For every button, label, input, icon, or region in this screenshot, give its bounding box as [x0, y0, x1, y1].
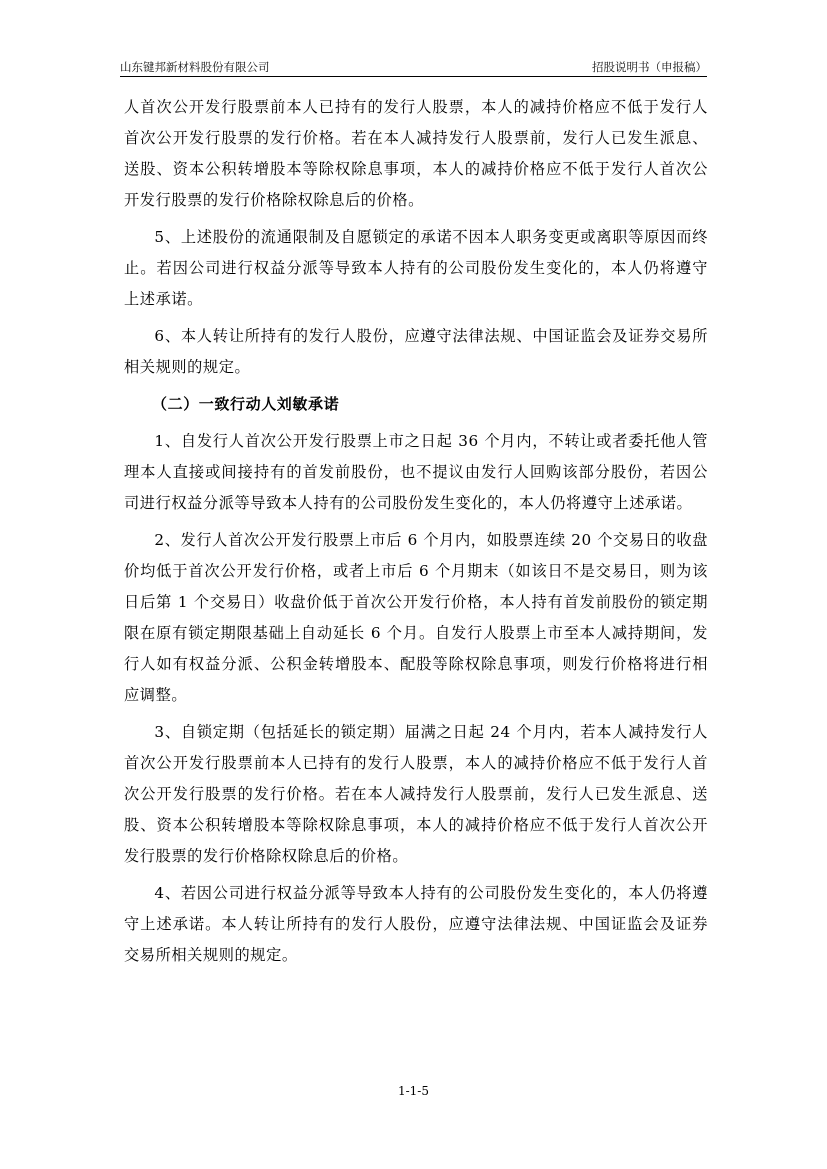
paragraph-item-1: 1、自发行人首次公开发行股票上市之日起 36 个月内，不转让或者委托他人管理本人直接或间接持有的首发前股份，也不提议由发行人回购该部分股份，若因公司进行权益分派等导致本人持有的公司股份发生变化的，本人仍将遵守上述承诺。	[124, 432, 708, 512]
paragraph-item-4: 4、若因公司进行权益分派等导致本人持有的公司股份发生变化的，本人仍将遵守上述承诺。本人转让所持有的发行人股份，应遵守法律法规、中国证监会及证券交易所相关规则的规定。	[124, 884, 708, 964]
section-heading: （二）一致行动人刘敏承诺	[152, 395, 340, 413]
header-divider	[120, 76, 707, 77]
header-document-title: 招股说明书（申报稿）	[592, 60, 707, 74]
paragraph-item-6: 6、本人转让所持有的发行人股份，应遵守法律法规、中国证监会及证券交易所相关规则的规定。	[124, 327, 708, 376]
document-body	[124, 92, 708, 977]
page-header	[120, 58, 707, 76]
paragraph-item-5: 5、上述股份的流通限制及自愿锁定的承诺不因本人职务变更或离职等原因而终止。若因公司进行权益分派等导致本人持有的公司股份发生变化的，本人仍将遵守上述承诺。	[124, 228, 708, 308]
paragraph-item-2: 2、发行人首次公开发行股票上市后 6 个月内，如股票连续 20 个交易日的收盘价均低于首次公开发行价格，或者上市后 6 个月期末（如该日不是交易日，则为该日后第 1 个交易日）收盘价低于首次公开发行价格，本人持有首发前股份的锁定期限在原有锁定期限基础上自动延长 6 个月。自发行人股票上市至本人减持期间，发行人如有权益分派、公积金转增股本、配股等除权除息事项，则发行价格将进行相应调整。	[124, 531, 708, 704]
paragraph-continued: 人首次公开发行股票前本人已持有的发行人股票，本人的减持价格应不低于发行人首次公开发行股票的发行价格。若在本人减持发行人股票前，发行人已发生派息、送股、资本公积转增股本等除权除息事项，本人的减持价格应不低于发行人首次公开发行股票的发行价格除权除息后的价格。	[124, 98, 708, 209]
page-number: 1-1-5	[397, 1084, 429, 1098]
paragraph-item-3: 3、自锁定期（包括延长的锁定期）届满之日起 24 个月内，若本人减持发行人首次公开发行股票前本人已持有的发行人股票，本人的减持价格应不低于发行人首次公开发行股票的发行价格。若在本人减持发行人股票前，发行人已发生派息、送股、资本公积转增股本等除权除息事项，本人的减持价格应不低于发行人首次公开发行股票的发行价格除权除息后的价格。	[124, 723, 708, 865]
header-company-name: 山东键邦新材料股份有限公司	[120, 60, 270, 74]
